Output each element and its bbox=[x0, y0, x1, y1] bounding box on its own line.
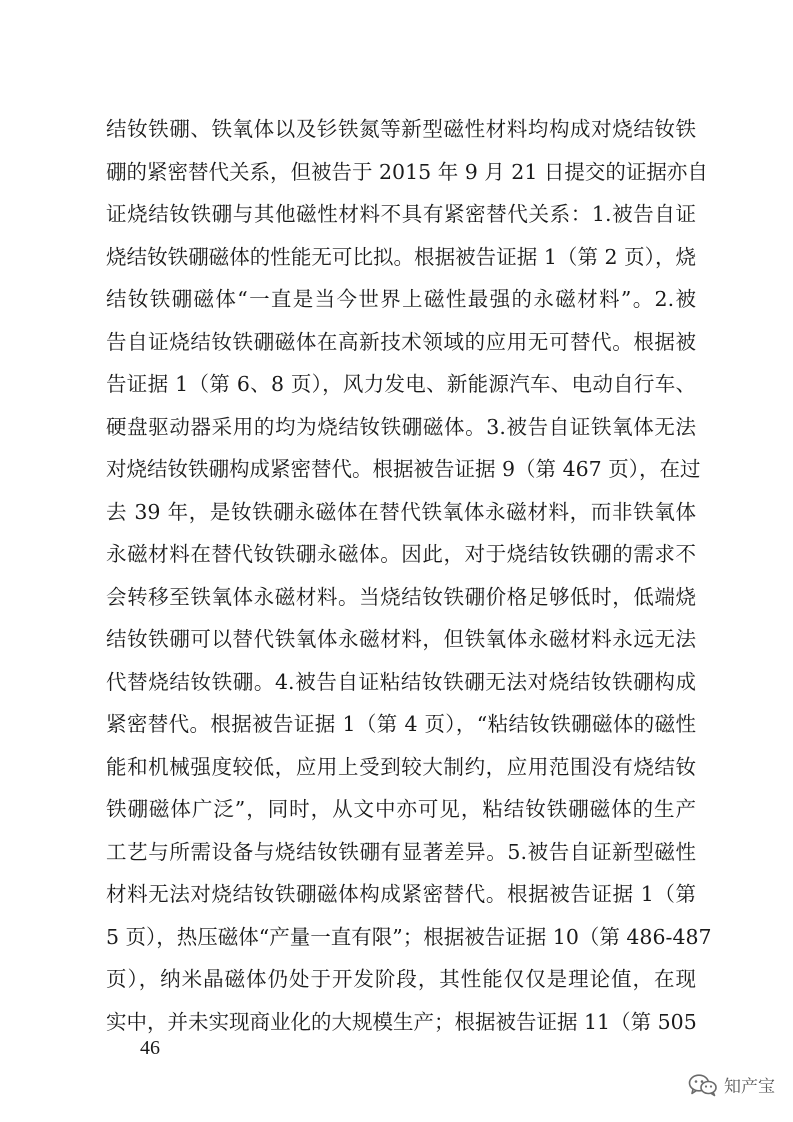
text-line: 结钕铁硼可以替代铁氧体永磁材料，但铁氧体永磁材料永远无法 bbox=[106, 627, 696, 651]
text-line: 会转移至铁氧体永磁材料。当烧结钕铁硼价格足够低时，低端烧 bbox=[106, 584, 696, 609]
text-line: 代替烧结钕铁硼。4.被告自证粘结钕铁硼无法对烧结钕铁硼构成 bbox=[106, 669, 696, 694]
text-line: 对烧结钕铁硼构成紧密替代。根据被告证据 9（第 467 页），在过 bbox=[106, 457, 701, 481]
text-line: 材料无法对烧结钕铁硼磁体构成紧密替代。根据被告证据 1（第 bbox=[106, 882, 696, 906]
text-line: 结钕铁硼、铁氧体以及钐铁氮等新型磁性材料均构成对烧结钕铁 bbox=[106, 117, 696, 141]
text-line: 告证据 1（第 6、8 页），风力发电、新能源汽车、电动自行车、 bbox=[106, 372, 696, 396]
text-line: 页），纳米晶磁体仍处于开发阶段，其性能仅仅是理论值，在现 bbox=[106, 967, 696, 991]
text-line: 5 页），热压磁体“产量一直有限”；根据被告证据 10（第 486-487 bbox=[106, 924, 712, 949]
text-line: 烧结钕铁硼磁体的性能无可比拟。根据被告证据 1（第 2 页），烧 bbox=[106, 244, 696, 269]
text-line: 硼的紧密替代关系，但被告于 2015 年 9 月 21 日提交的证据亦自 bbox=[106, 159, 708, 184]
text-line: 能和机械强度较低，应用上受到较大制约，应用范围没有烧结钕 bbox=[106, 754, 696, 779]
text-line: 紧密替代。根据被告证据 1（第 4 页），“粘结钕铁硼磁体的磁性 bbox=[106, 712, 696, 736]
watermark-label: 知产宝 bbox=[724, 1077, 775, 1097]
text-line: 工艺与所需设备与烧结钕铁硼有显著差异。5.被告自证新型磁性 bbox=[106, 839, 696, 864]
text-line: 证烧结钕铁硼与其他磁性材料不具有紧密替代关系：1.被告自证 bbox=[106, 202, 696, 226]
body-text bbox=[106, 108, 712, 1043]
text-line: 实中，并未实现商业化的大规模生产；根据被告证据 11（第 505 bbox=[106, 1009, 697, 1034]
text-line: 结钕铁硼磁体“一直是当今世界上磁性最强的永磁材料”。2.被 bbox=[106, 287, 696, 311]
text-line: 永磁材料在替代钕铁硼永磁体。因此，对于烧结钕铁硼的需求不 bbox=[106, 542, 696, 566]
text-line: 去 39 年，是钕铁硼永磁体在替代铁氧体永磁材料，而非铁氧体 bbox=[106, 499, 696, 524]
text-line: 告自证烧结钕铁硼磁体在高新技术领域的应用无可替代。根据被 bbox=[106, 329, 696, 354]
text-line: 铁硼磁体广泛”，同时，从文中亦可见，粘结钕铁硼磁体的生产 bbox=[106, 797, 696, 821]
page-number: 46 bbox=[140, 1037, 160, 1059]
wechat-icon bbox=[688, 1073, 718, 1097]
text-line: 硬盘驱动器采用的均为烧结钕铁硼磁体。3.被告自证铁氧体无法 bbox=[106, 414, 696, 439]
watermark bbox=[688, 1072, 775, 1097]
